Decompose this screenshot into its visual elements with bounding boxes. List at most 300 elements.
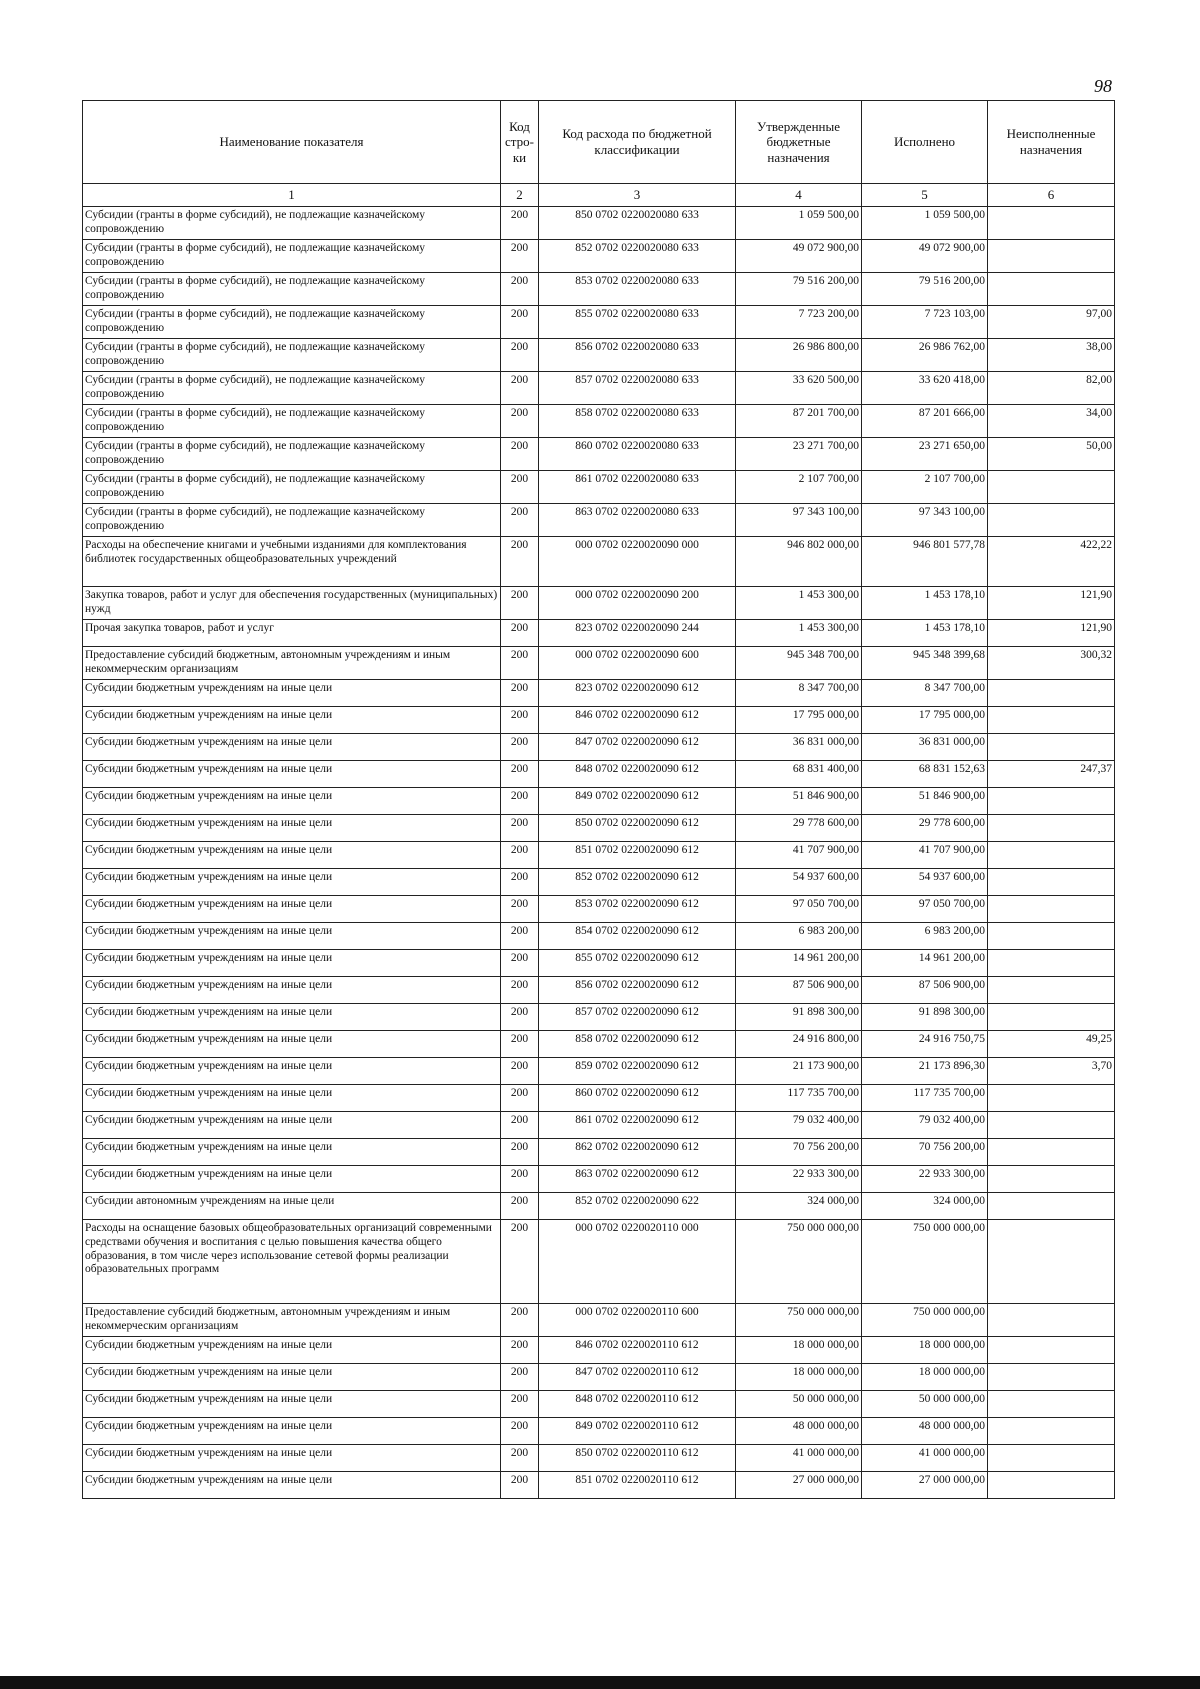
indicator-name-cell: Субсидии бюджетным учреждениям на иные цели	[83, 1364, 501, 1391]
budget-code-cell: 851 0702 0220020090 612	[539, 842, 736, 869]
table-row	[83, 680, 1115, 707]
executed-amount-cell: 17 795 000,00	[862, 707, 988, 734]
budget-code-cell: 852 0702 0220020080 633	[539, 240, 736, 273]
budget-code-cell: 000 0702 0220020110 000	[539, 1220, 736, 1304]
approved-amount-cell: 8 347 700,00	[736, 680, 862, 707]
executed-amount-cell: 29 778 600,00	[862, 815, 988, 842]
unexecuted-amount-cell	[988, 1304, 1115, 1337]
budget-execution-table	[82, 100, 1115, 1499]
line-code-cell: 200	[501, 240, 539, 273]
indicator-name-cell: Субсидии бюджетным учреждениям на иные цели	[83, 1418, 501, 1445]
line-code-cell: 200	[501, 620, 539, 647]
column-number-row	[83, 184, 1115, 207]
line-code-cell: 200	[501, 842, 539, 869]
approved-amount-cell: 70 756 200,00	[736, 1139, 862, 1166]
indicator-name-cell: Субсидии (гранты в форме субсидий), не подлежащие казначейскому сопровождению	[83, 273, 501, 306]
indicator-name-cell: Субсидии (гранты в форме субсидий), не подлежащие казначейскому сопровождению	[83, 207, 501, 240]
executed-amount-cell: 87 506 900,00	[862, 977, 988, 1004]
budget-code-cell: 852 0702 0220020090 622	[539, 1193, 736, 1220]
approved-amount-cell: 18 000 000,00	[736, 1364, 862, 1391]
approved-amount-cell: 27 000 000,00	[736, 1472, 862, 1499]
unexecuted-amount-cell	[988, 734, 1115, 761]
unexecuted-amount-cell: 82,00	[988, 372, 1115, 405]
line-code-cell: 200	[501, 1220, 539, 1304]
indicator-name-cell: Предоставление субсидий бюджетным, автономным учреждениям и иным некоммерческим организациям	[83, 1304, 501, 1337]
table-row	[83, 788, 1115, 815]
budget-code-cell: 861 0702 0220020090 612	[539, 1112, 736, 1139]
indicator-name-cell: Субсидии бюджетным учреждениям на иные цели	[83, 869, 501, 896]
indicator-name-cell: Субсидии бюджетным учреждениям на иные цели	[83, 1004, 501, 1031]
line-code-cell: 200	[501, 537, 539, 587]
header-executed: Исполнено	[862, 101, 988, 184]
budget-code-cell: 846 0702 0220020110 612	[539, 1337, 736, 1364]
executed-amount-cell: 324 000,00	[862, 1193, 988, 1220]
unexecuted-amount-cell: 49,25	[988, 1031, 1115, 1058]
line-code-cell: 200	[501, 438, 539, 471]
unexecuted-amount-cell: 121,90	[988, 587, 1115, 620]
line-code-cell: 200	[501, 587, 539, 620]
line-code-cell: 200	[501, 1139, 539, 1166]
indicator-name-cell: Субсидии бюджетным учреждениям на иные цели	[83, 761, 501, 788]
table-row	[83, 306, 1115, 339]
table-row	[83, 1004, 1115, 1031]
line-code-cell: 200	[501, 680, 539, 707]
executed-amount-cell: 87 201 666,00	[862, 405, 988, 438]
budget-code-cell: 859 0702 0220020090 612	[539, 1058, 736, 1085]
budget-code-cell: 863 0702 0220020090 612	[539, 1166, 736, 1193]
approved-amount-cell: 2 107 700,00	[736, 471, 862, 504]
line-code-cell: 200	[501, 306, 539, 339]
line-code-cell: 200	[501, 1031, 539, 1058]
executed-amount-cell: 41 707 900,00	[862, 842, 988, 869]
line-code-cell: 200	[501, 896, 539, 923]
line-code-cell: 200	[501, 1166, 539, 1193]
approved-amount-cell: 41 707 900,00	[736, 842, 862, 869]
table-row	[83, 647, 1115, 680]
executed-amount-cell: 21 173 896,30	[862, 1058, 988, 1085]
budget-code-cell: 858 0702 0220020090 612	[539, 1031, 736, 1058]
indicator-name-cell: Субсидии бюджетным учреждениям на иные цели	[83, 1472, 501, 1499]
executed-amount-cell: 1 453 178,10	[862, 587, 988, 620]
approved-amount-cell: 91 898 300,00	[736, 1004, 862, 1031]
scan-bottom-edge	[0, 1676, 1200, 1689]
indicator-name-cell: Субсидии бюджетным учреждениям на иные цели	[83, 1166, 501, 1193]
line-code-cell: 200	[501, 977, 539, 1004]
indicator-name-cell: Субсидии бюджетным учреждениям на иные цели	[83, 815, 501, 842]
approved-amount-cell: 26 986 800,00	[736, 339, 862, 372]
executed-amount-cell: 70 756 200,00	[862, 1139, 988, 1166]
budget-code-cell: 000 0702 0220020110 600	[539, 1304, 736, 1337]
header-approved: Утвержденные бюджетные назначения	[736, 101, 862, 184]
header-line-code: Код стро-ки	[501, 101, 539, 184]
budget-code-cell: 855 0702 0220020080 633	[539, 306, 736, 339]
indicator-name-cell: Субсидии бюджетным учреждениям на иные цели	[83, 1445, 501, 1472]
indicator-name-cell: Субсидии бюджетным учреждениям на иные цели	[83, 1058, 501, 1085]
approved-amount-cell: 79 516 200,00	[736, 273, 862, 306]
executed-amount-cell: 1 059 500,00	[862, 207, 988, 240]
table-row	[83, 977, 1115, 1004]
unexecuted-amount-cell	[988, 815, 1115, 842]
unexecuted-amount-cell	[988, 240, 1115, 273]
approved-amount-cell: 50 000 000,00	[736, 1391, 862, 1418]
table-row	[83, 339, 1115, 372]
approved-amount-cell: 7 723 200,00	[736, 306, 862, 339]
indicator-name-cell: Закупка товаров, работ и услуг для обеспечения государственных (муниципальных) нужд	[83, 587, 501, 620]
indicator-name-cell: Субсидии (гранты в форме субсидий), не подлежащие казначейскому сопровождению	[83, 372, 501, 405]
indicator-name-cell: Предоставление субсидий бюджетным, автономным учреждениям и иным некоммерческим организациям	[83, 647, 501, 680]
unexecuted-amount-cell	[988, 1445, 1115, 1472]
executed-amount-cell: 48 000 000,00	[862, 1418, 988, 1445]
line-code-cell: 200	[501, 1418, 539, 1445]
indicator-name-cell: Субсидии (гранты в форме субсидий), не подлежащие казначейскому сопровождению	[83, 339, 501, 372]
executed-amount-cell: 68 831 152,63	[862, 761, 988, 788]
executed-amount-cell: 1 453 178,10	[862, 620, 988, 647]
table-row	[83, 842, 1115, 869]
indicator-name-cell: Субсидии бюджетным учреждениям на иные цели	[83, 707, 501, 734]
executed-amount-cell: 51 846 900,00	[862, 788, 988, 815]
budget-code-cell: 000 0702 0220020090 600	[539, 647, 736, 680]
unexecuted-amount-cell	[988, 869, 1115, 896]
executed-amount-cell: 946 801 577,78	[862, 537, 988, 587]
executed-amount-cell: 54 937 600,00	[862, 869, 988, 896]
unexecuted-amount-cell	[988, 1418, 1115, 1445]
line-code-cell: 200	[501, 471, 539, 504]
approved-amount-cell: 1 059 500,00	[736, 207, 862, 240]
approved-amount-cell: 49 072 900,00	[736, 240, 862, 273]
unexecuted-amount-cell	[988, 504, 1115, 537]
table-row	[83, 1337, 1115, 1364]
line-code-cell: 200	[501, 734, 539, 761]
line-code-cell: 200	[501, 504, 539, 537]
approved-amount-cell: 750 000 000,00	[736, 1304, 862, 1337]
budget-code-cell: 858 0702 0220020080 633	[539, 405, 736, 438]
executed-amount-cell: 97 343 100,00	[862, 504, 988, 537]
budget-code-cell: 851 0702 0220020110 612	[539, 1472, 736, 1499]
indicator-name-cell: Субсидии (гранты в форме субсидий), не подлежащие казначейскому сопровождению	[83, 504, 501, 537]
line-code-cell: 200	[501, 1058, 539, 1085]
table-row	[83, 1472, 1115, 1499]
approved-amount-cell: 68 831 400,00	[736, 761, 862, 788]
executed-amount-cell: 97 050 700,00	[862, 896, 988, 923]
unexecuted-amount-cell	[988, 1139, 1115, 1166]
executed-amount-cell: 23 271 650,00	[862, 438, 988, 471]
budget-code-cell: 852 0702 0220020090 612	[539, 869, 736, 896]
table-row	[83, 1166, 1115, 1193]
table-row	[83, 1193, 1115, 1220]
unexecuted-amount-cell: 97,00	[988, 306, 1115, 339]
executed-amount-cell: 91 898 300,00	[862, 1004, 988, 1031]
budget-code-cell: 853 0702 0220020080 633	[539, 273, 736, 306]
line-code-cell: 200	[501, 1391, 539, 1418]
executed-amount-cell: 79 516 200,00	[862, 273, 988, 306]
table-row	[83, 587, 1115, 620]
table-row	[83, 504, 1115, 537]
table-row	[83, 405, 1115, 438]
approved-amount-cell: 23 271 700,00	[736, 438, 862, 471]
line-code-cell: 200	[501, 788, 539, 815]
column-number: 4	[736, 184, 862, 207]
line-code-cell: 200	[501, 1445, 539, 1472]
approved-amount-cell: 117 735 700,00	[736, 1085, 862, 1112]
executed-amount-cell: 18 000 000,00	[862, 1364, 988, 1391]
unexecuted-amount-cell	[988, 896, 1115, 923]
indicator-name-cell: Субсидии (гранты в форме субсидий), не подлежащие казначейскому сопровождению	[83, 438, 501, 471]
table-row	[83, 896, 1115, 923]
line-code-cell: 200	[501, 923, 539, 950]
budget-code-cell: 847 0702 0220020090 612	[539, 734, 736, 761]
unexecuted-amount-cell	[988, 1472, 1115, 1499]
line-code-cell: 200	[501, 273, 539, 306]
table-row	[83, 1031, 1115, 1058]
indicator-name-cell: Субсидии бюджетным учреждениям на иные цели	[83, 1139, 501, 1166]
budget-code-cell: 848 0702 0220020110 612	[539, 1391, 736, 1418]
line-code-cell: 200	[501, 869, 539, 896]
line-code-cell: 200	[501, 1112, 539, 1139]
budget-code-cell: 850 0702 0220020080 633	[539, 207, 736, 240]
budget-code-cell: 857 0702 0220020080 633	[539, 372, 736, 405]
indicator-name-cell: Субсидии бюджетным учреждениям на иные цели	[83, 1391, 501, 1418]
unexecuted-amount-cell	[988, 1337, 1115, 1364]
unexecuted-amount-cell	[988, 1004, 1115, 1031]
table-row	[83, 240, 1115, 273]
executed-amount-cell: 36 831 000,00	[862, 734, 988, 761]
line-code-cell: 200	[501, 815, 539, 842]
indicator-name-cell: Субсидии бюджетным учреждениям на иные цели	[83, 950, 501, 977]
table-row	[83, 1391, 1115, 1418]
indicator-name-cell: Субсидии бюджетным учреждениям на иные цели	[83, 1337, 501, 1364]
approved-amount-cell: 945 348 700,00	[736, 647, 862, 680]
budget-code-cell: 863 0702 0220020080 633	[539, 504, 736, 537]
budget-code-cell: 846 0702 0220020090 612	[539, 707, 736, 734]
line-code-cell: 200	[501, 950, 539, 977]
budget-code-cell: 848 0702 0220020090 612	[539, 761, 736, 788]
budget-code-cell: 857 0702 0220020090 612	[539, 1004, 736, 1031]
line-code-cell: 200	[501, 1085, 539, 1112]
table-row	[83, 1304, 1115, 1337]
indicator-name-cell: Субсидии бюджетным учреждениям на иные цели	[83, 842, 501, 869]
approved-amount-cell: 17 795 000,00	[736, 707, 862, 734]
unexecuted-amount-cell: 3,70	[988, 1058, 1115, 1085]
line-code-cell: 200	[501, 207, 539, 240]
indicator-name-cell: Субсидии бюджетным учреждениям на иные цели	[83, 896, 501, 923]
table-row	[83, 1418, 1115, 1445]
approved-amount-cell: 54 937 600,00	[736, 869, 862, 896]
approved-amount-cell: 946 802 000,00	[736, 537, 862, 587]
table-row	[83, 1220, 1115, 1304]
unexecuted-amount-cell	[988, 1166, 1115, 1193]
approved-amount-cell: 1 453 300,00	[736, 587, 862, 620]
line-code-cell: 200	[501, 1004, 539, 1031]
budget-code-cell: 860 0702 0220020090 612	[539, 1085, 736, 1112]
approved-amount-cell: 18 000 000,00	[736, 1337, 862, 1364]
executed-amount-cell: 14 961 200,00	[862, 950, 988, 977]
indicator-name-cell: Субсидии бюджетным учреждениям на иные цели	[83, 923, 501, 950]
executed-amount-cell: 41 000 000,00	[862, 1445, 988, 1472]
table-body	[83, 207, 1115, 1499]
executed-amount-cell: 8 347 700,00	[862, 680, 988, 707]
approved-amount-cell: 87 201 700,00	[736, 405, 862, 438]
table-row	[83, 471, 1115, 504]
approved-amount-cell: 51 846 900,00	[736, 788, 862, 815]
table-row	[83, 438, 1115, 471]
unexecuted-amount-cell	[988, 950, 1115, 977]
indicator-name-cell: Субсидии бюджетным учреждениям на иные цели	[83, 680, 501, 707]
approved-amount-cell: 14 961 200,00	[736, 950, 862, 977]
budget-code-cell: 861 0702 0220020080 633	[539, 471, 736, 504]
budget-code-cell: 849 0702 0220020110 612	[539, 1418, 736, 1445]
unexecuted-amount-cell	[988, 707, 1115, 734]
approved-amount-cell: 97 343 100,00	[736, 504, 862, 537]
indicator-name-cell: Прочая закупка товаров, работ и услуг	[83, 620, 501, 647]
approved-amount-cell: 48 000 000,00	[736, 1418, 862, 1445]
column-number: 2	[501, 184, 539, 207]
executed-amount-cell: 50 000 000,00	[862, 1391, 988, 1418]
indicator-name-cell: Расходы на оснащение базовых общеобразовательных организаций современными средствами обучения и воспитания с целью повышения качества общего образования, в том числе через использование сетевой формы реализации образовательных программ	[83, 1220, 501, 1304]
executed-amount-cell: 26 986 762,00	[862, 339, 988, 372]
unexecuted-amount-cell	[988, 842, 1115, 869]
indicator-name-cell: Субсидии (гранты в форме субсидий), не подлежащие казначейскому сопровождению	[83, 240, 501, 273]
unexecuted-amount-cell: 50,00	[988, 438, 1115, 471]
table-row	[83, 1364, 1115, 1391]
budget-code-cell: 000 0702 0220020090 200	[539, 587, 736, 620]
unexecuted-amount-cell	[988, 1193, 1115, 1220]
table-row	[83, 1139, 1115, 1166]
indicator-name-cell: Расходы на обеспечение книгами и учебными изданиями для комплектования библиотек государственных общеобразовательных учреждений	[83, 537, 501, 587]
line-code-cell: 200	[501, 761, 539, 788]
budget-code-cell: 850 0702 0220020090 612	[539, 815, 736, 842]
executed-amount-cell: 750 000 000,00	[862, 1220, 988, 1304]
line-code-cell: 200	[501, 1304, 539, 1337]
approved-amount-cell: 324 000,00	[736, 1193, 862, 1220]
unexecuted-amount-cell: 121,90	[988, 620, 1115, 647]
unexecuted-amount-cell	[988, 977, 1115, 1004]
unexecuted-amount-cell	[988, 471, 1115, 504]
unexecuted-amount-cell	[988, 788, 1115, 815]
line-code-cell: 200	[501, 1193, 539, 1220]
line-code-cell: 200	[501, 405, 539, 438]
executed-amount-cell: 33 620 418,00	[862, 372, 988, 405]
line-code-cell: 200	[501, 1364, 539, 1391]
budget-code-cell: 855 0702 0220020090 612	[539, 950, 736, 977]
line-code-cell: 200	[501, 339, 539, 372]
unexecuted-amount-cell	[988, 923, 1115, 950]
table-row	[83, 734, 1115, 761]
executed-amount-cell: 750 000 000,00	[862, 1304, 988, 1337]
executed-amount-cell: 22 933 300,00	[862, 1166, 988, 1193]
approved-amount-cell: 24 916 800,00	[736, 1031, 862, 1058]
line-code-cell: 200	[501, 1337, 539, 1364]
indicator-name-cell: Субсидии бюджетным учреждениям на иные цели	[83, 1112, 501, 1139]
header-unexecuted: Неисполненные назначения	[988, 101, 1115, 184]
line-code-cell: 200	[501, 372, 539, 405]
executed-amount-cell: 27 000 000,00	[862, 1472, 988, 1499]
unexecuted-amount-cell	[988, 207, 1115, 240]
column-number: 1	[83, 184, 501, 207]
indicator-name-cell: Субсидии автономным учреждениям на иные цели	[83, 1193, 501, 1220]
approved-amount-cell: 79 032 400,00	[736, 1112, 862, 1139]
table-row	[83, 1445, 1115, 1472]
unexecuted-amount-cell	[988, 1112, 1115, 1139]
line-code-cell: 200	[501, 1472, 539, 1499]
budget-code-cell: 860 0702 0220020080 633	[539, 438, 736, 471]
approved-amount-cell: 29 778 600,00	[736, 815, 862, 842]
page-number: 98	[1094, 76, 1112, 96]
executed-amount-cell: 7 723 103,00	[862, 306, 988, 339]
budget-code-cell: 849 0702 0220020090 612	[539, 788, 736, 815]
header-indicator-name: Наименование показателя	[83, 101, 501, 184]
indicator-name-cell: Субсидии (гранты в форме субсидий), не подлежащие казначейскому сопровождению	[83, 306, 501, 339]
indicator-name-cell: Субсидии бюджетным учреждениям на иные цели	[83, 788, 501, 815]
unexecuted-amount-cell	[988, 1085, 1115, 1112]
executed-amount-cell: 18 000 000,00	[862, 1337, 988, 1364]
table-row	[83, 207, 1115, 240]
budget-code-cell: 847 0702 0220020110 612	[539, 1364, 736, 1391]
executed-amount-cell: 24 916 750,75	[862, 1031, 988, 1058]
unexecuted-amount-cell	[988, 1220, 1115, 1304]
unexecuted-amount-cell: 422,22	[988, 537, 1115, 587]
approved-amount-cell: 21 173 900,00	[736, 1058, 862, 1085]
line-code-cell: 200	[501, 647, 539, 680]
column-number: 3	[539, 184, 736, 207]
budget-code-cell: 856 0702 0220020090 612	[539, 977, 736, 1004]
table-row	[83, 1112, 1115, 1139]
table-row	[83, 372, 1115, 405]
column-number: 6	[988, 184, 1115, 207]
budget-code-cell: 000 0702 0220020090 000	[539, 537, 736, 587]
approved-amount-cell: 41 000 000,00	[736, 1445, 862, 1472]
budget-code-cell: 853 0702 0220020090 612	[539, 896, 736, 923]
table-row	[83, 923, 1115, 950]
executed-amount-cell: 2 107 700,00	[862, 471, 988, 504]
unexecuted-amount-cell	[988, 1364, 1115, 1391]
budget-code-cell: 862 0702 0220020090 612	[539, 1139, 736, 1166]
approved-amount-cell: 33 620 500,00	[736, 372, 862, 405]
unexecuted-amount-cell: 34,00	[988, 405, 1115, 438]
approved-amount-cell: 1 453 300,00	[736, 620, 862, 647]
budget-code-cell: 856 0702 0220020080 633	[539, 339, 736, 372]
executed-amount-cell: 945 348 399,68	[862, 647, 988, 680]
approved-amount-cell: 750 000 000,00	[736, 1220, 862, 1304]
budget-code-cell: 823 0702 0220020090 612	[539, 680, 736, 707]
executed-amount-cell: 79 032 400,00	[862, 1112, 988, 1139]
approved-amount-cell: 36 831 000,00	[736, 734, 862, 761]
unexecuted-amount-cell: 38,00	[988, 339, 1115, 372]
indicator-name-cell: Субсидии (гранты в форме субсидий), не подлежащие казначейскому сопровождению	[83, 405, 501, 438]
table-row	[83, 1085, 1115, 1112]
executed-amount-cell: 6 983 200,00	[862, 923, 988, 950]
table-row	[83, 537, 1115, 587]
budget-code-cell: 854 0702 0220020090 612	[539, 923, 736, 950]
unexecuted-amount-cell: 247,37	[988, 761, 1115, 788]
line-code-cell: 200	[501, 707, 539, 734]
indicator-name-cell: Субсидии (гранты в форме субсидий), не подлежащие казначейскому сопровождению	[83, 471, 501, 504]
budget-code-cell: 850 0702 0220020110 612	[539, 1445, 736, 1472]
unexecuted-amount-cell	[988, 680, 1115, 707]
unexecuted-amount-cell	[988, 273, 1115, 306]
table-row	[83, 620, 1115, 647]
table-row	[83, 815, 1115, 842]
table-header-row	[83, 101, 1115, 184]
executed-amount-cell: 117 735 700,00	[862, 1085, 988, 1112]
executed-amount-cell: 49 072 900,00	[862, 240, 988, 273]
indicator-name-cell: Субсидии бюджетным учреждениям на иные цели	[83, 977, 501, 1004]
approved-amount-cell: 6 983 200,00	[736, 923, 862, 950]
table-row	[83, 1058, 1115, 1085]
indicator-name-cell: Субсидии бюджетным учреждениям на иные цели	[83, 734, 501, 761]
table-row	[83, 707, 1115, 734]
unexecuted-amount-cell	[988, 1391, 1115, 1418]
approved-amount-cell: 22 933 300,00	[736, 1166, 862, 1193]
